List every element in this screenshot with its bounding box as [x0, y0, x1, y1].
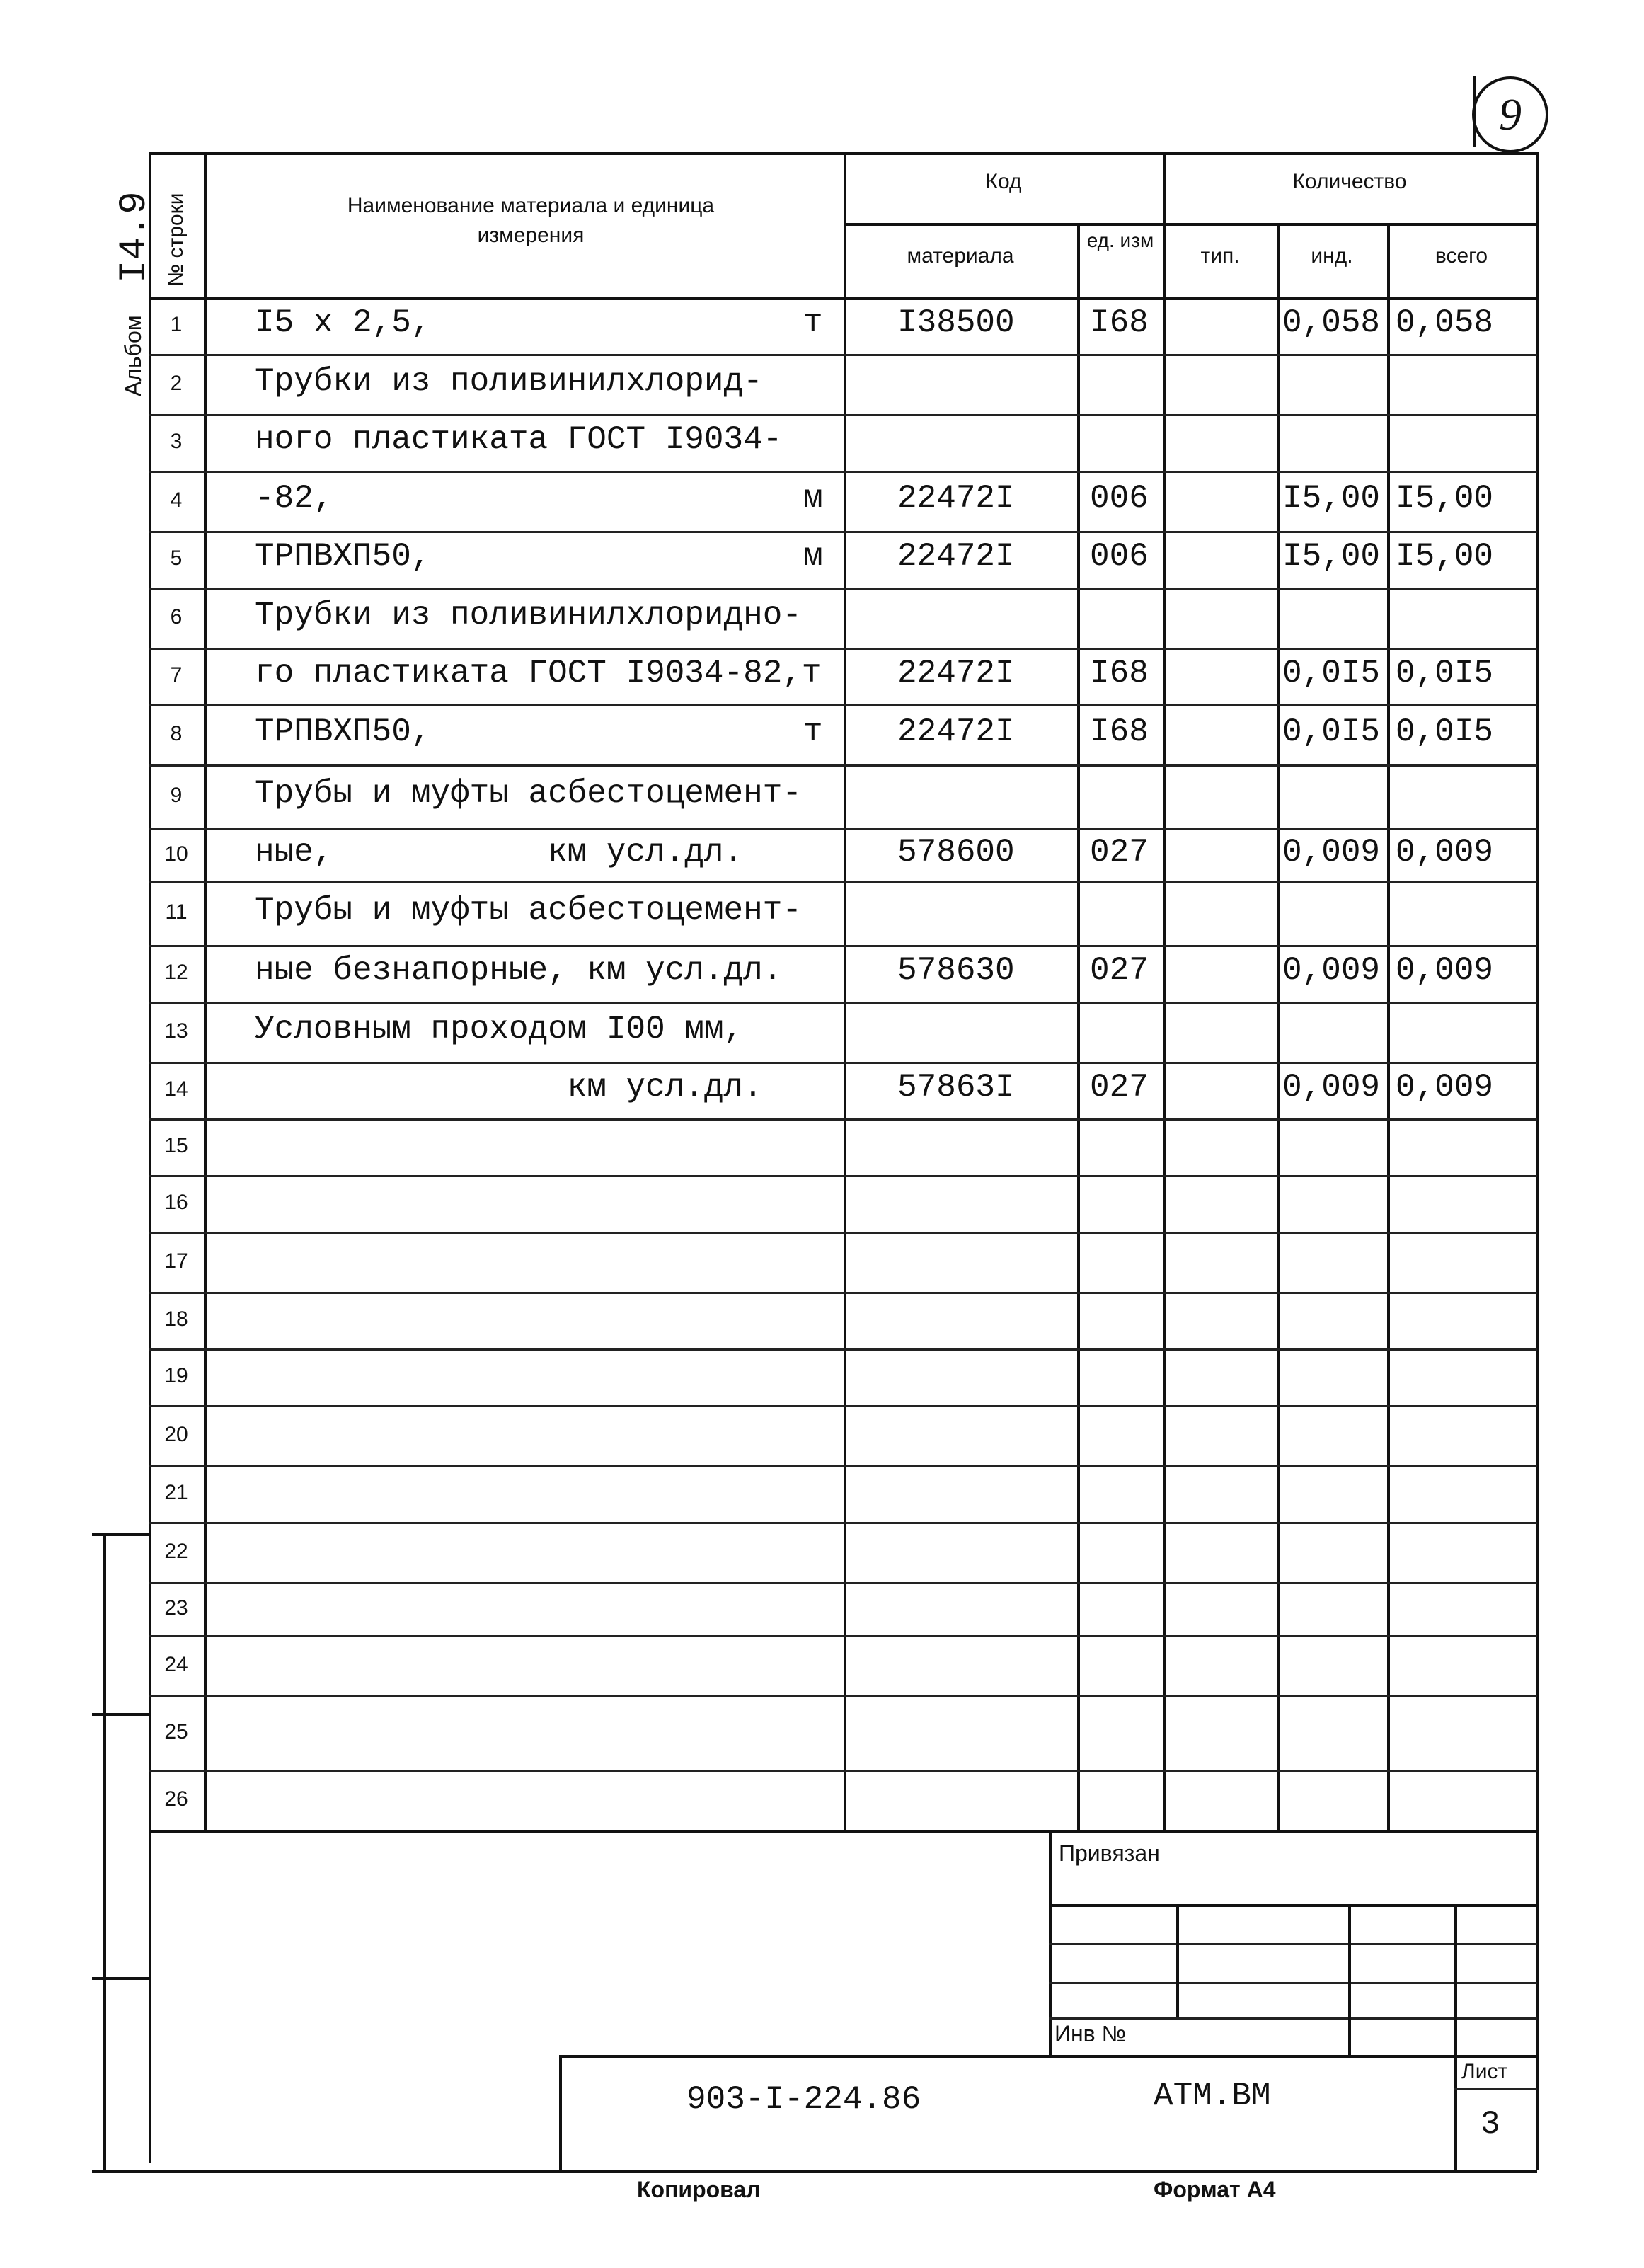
row-number: 17 [164, 1249, 188, 1273]
qty-total: 0,0I5 [1396, 655, 1494, 692]
row-number: 8 [170, 721, 183, 745]
table-right-border [1536, 152, 1539, 2170]
unit-code: 027 [1090, 833, 1149, 871]
material-name: ного пластиката ГОСТ I9034- [255, 421, 783, 458]
unit-code: I68 [1090, 304, 1149, 341]
row-number: 24 [164, 1652, 188, 1676]
album-number: I4.9 [113, 191, 156, 283]
row-number: 4 [170, 488, 183, 512]
ind-total-divider [1387, 223, 1390, 1830]
row-separator [149, 1770, 1537, 1772]
row-number: 10 [164, 842, 188, 866]
name-divider [844, 152, 846, 1830]
material-code: 578630 [897, 952, 1015, 989]
doc-code: АТМ.ВМ [1154, 2078, 1271, 2114]
unit-code: 027 [1090, 952, 1149, 989]
qty-individual: 0,009 [1282, 833, 1381, 871]
row-number: 16 [164, 1191, 188, 1214]
binding-mark-2 [92, 1713, 149, 1716]
row-number: 15 [164, 1134, 188, 1157]
row-number: 18 [164, 1307, 188, 1331]
row-separator [149, 945, 1537, 947]
binding-mark-3 [92, 1977, 149, 1980]
row-separator [149, 1292, 1537, 1294]
material-code: 22472I [897, 479, 1015, 517]
stamp-title-left [559, 2055, 562, 2170]
row-separator [149, 1635, 1537, 1637]
row-separator [149, 1695, 1537, 1697]
binding-vertical [103, 1533, 106, 2170]
stamp-grid-v2 [1348, 1904, 1351, 2056]
material-code: 57863I [897, 1069, 1015, 1106]
doc-number: 903-I-224.86 [686, 2081, 921, 2118]
material-name: ТРПВХП50, [255, 538, 431, 575]
row-number: 1 [170, 313, 183, 336]
stamp-grid-v3 [1454, 1904, 1457, 2056]
row-number: 7 [170, 663, 183, 687]
row-number: 6 [170, 605, 183, 629]
measure-unit: т [803, 713, 823, 750]
qty-total: 0,0I5 [1396, 713, 1494, 750]
header-qty-total: всего [1435, 244, 1488, 268]
material-code: 22472I [897, 655, 1015, 692]
stamp-attached-bottom [1049, 1904, 1537, 1907]
type-ind-divider [1277, 223, 1280, 1830]
material-name: -82, [255, 479, 333, 517]
row-separator [149, 531, 1537, 533]
sheet-marker-text: 9 [1499, 89, 1522, 139]
material-name: Трубы и муфты асбестоцемент- [255, 892, 802, 929]
unit-code: 006 [1090, 538, 1149, 575]
row-separator [149, 648, 1537, 650]
material-name: ные безнапорные, км усл.дл. [255, 952, 783, 989]
row-separator [149, 1175, 1537, 1177]
header-name: Наименование материала и единица измерения [347, 194, 715, 247]
row-number: 5 [170, 546, 183, 570]
material-code: 578600 [897, 833, 1015, 871]
row-separator [149, 1062, 1537, 1064]
header-quantity: Количество [1292, 170, 1407, 193]
row-separator [149, 704, 1537, 706]
row-separator [149, 1002, 1537, 1004]
stamp-grid-v1 [1176, 1904, 1179, 2017]
material-name: ТРПВХП50, [255, 713, 431, 750]
header-code-material: материала [907, 244, 1014, 268]
row-separator [149, 1582, 1537, 1584]
row-number: 11 [165, 900, 188, 924]
unit-code: 006 [1090, 479, 1149, 517]
qty-total: 0,009 [1396, 833, 1494, 871]
stamp-inv-label: Инв № [1054, 2021, 1126, 2046]
material-name: I5 x 2,5, [255, 304, 431, 341]
stamp-sheet-divider [1454, 2088, 1537, 2090]
material-name: Трубы и муфты асбестоцемент- [255, 775, 802, 812]
material-code: 22472I [897, 538, 1015, 575]
row-number: 26 [164, 1787, 188, 1811]
sheet-number: 3 [1481, 2106, 1500, 2143]
row-number: 19 [164, 1364, 188, 1387]
header-bottom [149, 297, 1537, 300]
qty-individual: I5,00 [1282, 538, 1381, 575]
qty-individual: 0,009 [1282, 952, 1381, 989]
material-code: 22472I [897, 713, 1015, 750]
row-number: 23 [164, 1596, 188, 1620]
row-number: 25 [164, 1719, 188, 1743]
stamp-title-top [559, 2055, 1537, 2058]
material-name: ные, км усл.дл. [255, 833, 744, 871]
row-separator [149, 414, 1537, 416]
qty-total: 0,009 [1396, 952, 1494, 989]
table-top-border [149, 152, 1537, 155]
stamp-sheet-left [1454, 2055, 1457, 2170]
row-separator [149, 1405, 1537, 1407]
material-name: Трубки из поливинилхлоридно- [255, 596, 802, 634]
row-number: 3 [170, 430, 183, 453]
measure-unit: т [803, 304, 823, 341]
code-qty-divider [1163, 152, 1166, 1830]
header-code-unit: ед. изм [1086, 229, 1154, 251]
material-name: Условным проходом I00 мм, [255, 1010, 744, 1048]
header-row-no: № строки [164, 193, 188, 287]
row-number: 12 [164, 961, 188, 984]
sheet-label: Лист [1461, 2060, 1508, 2083]
header-qty-type: тип. [1200, 244, 1240, 268]
row-number: 14 [164, 1077, 188, 1101]
binding-bottom [92, 2170, 1537, 2173]
row-number: 9 [170, 784, 183, 807]
row-number: 2 [170, 371, 183, 395]
qty-individual: 0,0I5 [1282, 713, 1381, 750]
stamp-grid-line-3 [1049, 2017, 1537, 2020]
rownum-divider [204, 152, 207, 1830]
unit-code: I68 [1090, 713, 1149, 750]
qty-individual: 0,009 [1282, 1069, 1381, 1106]
qty-total: I5,00 [1396, 479, 1494, 517]
row-separator [149, 588, 1537, 590]
unit-code: I68 [1090, 655, 1149, 692]
row-separator [149, 881, 1537, 883]
row-separator [149, 1348, 1537, 1351]
row-number: 20 [164, 1422, 188, 1446]
table-rows-bottom [149, 1830, 1537, 1833]
qty-individual: I5,00 [1282, 479, 1381, 517]
row-separator [149, 1522, 1537, 1524]
measure-unit: м [803, 538, 823, 575]
row-number: 21 [164, 1481, 188, 1504]
stamp-attached-label: Привязан [1059, 1840, 1160, 1866]
row-number: 13 [164, 1019, 188, 1043]
stamp-grid-line-1 [1049, 1943, 1537, 1945]
stamp-grid-line-2 [1049, 1982, 1537, 1984]
measure-unit: м [803, 479, 823, 517]
row-separator [149, 1232, 1537, 1234]
material-name: Трубки из поливинилхлорид- [255, 362, 763, 400]
row-number: 22 [164, 1539, 188, 1563]
header-subdivider [844, 223, 1537, 226]
qty-total: 0,009 [1396, 1069, 1494, 1106]
row-separator [149, 354, 1537, 356]
row-separator [149, 764, 1537, 767]
row-separator [149, 1118, 1537, 1121]
unit-code: 027 [1090, 1069, 1149, 1106]
qty-individual: 0,0I5 [1282, 655, 1381, 692]
row-separator [149, 471, 1537, 473]
album-label: Альбом [120, 315, 146, 396]
material-code: I38500 [897, 304, 1015, 341]
material-name: го пластиката ГОСТ I9034-82,т [255, 655, 822, 692]
row-separator [149, 828, 1537, 830]
header-code: Код [985, 170, 1022, 193]
unitcode-divider [1077, 223, 1080, 1830]
material-name: км усл.дл. [255, 1069, 763, 1106]
binding-mark-1 [92, 1533, 149, 1536]
footer-copied: Копировал [637, 2177, 761, 2202]
footer-format: Формат А4 [1154, 2177, 1276, 2202]
qty-total: 0,058 [1396, 304, 1494, 341]
qty-individual: 0,058 [1282, 304, 1381, 341]
qty-total: I5,00 [1396, 538, 1494, 575]
row-separator [149, 1465, 1537, 1467]
header-qty-ind: инд. [1311, 244, 1353, 268]
